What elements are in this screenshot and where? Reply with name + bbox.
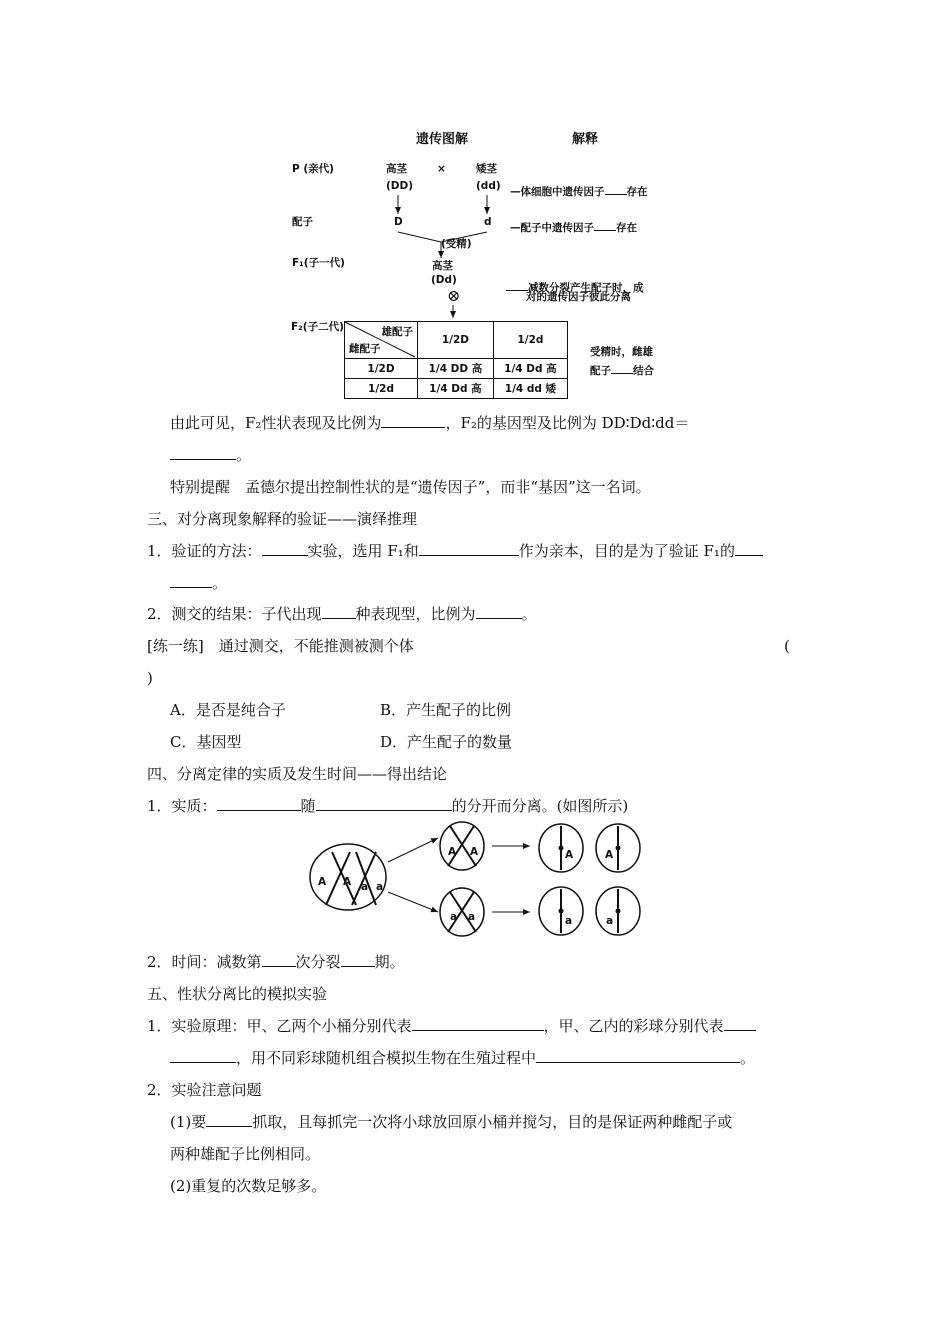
item-3-2: 2．测交的结果：子代出现 种表现型，比例为 。 (147, 605, 537, 623)
allele-label: A (470, 846, 479, 858)
gamete-label: 配子 (292, 216, 313, 228)
answer-paren-close: ) (147, 669, 153, 687)
allele-label: a (565, 915, 573, 927)
punnett-col1: 1/2D (418, 322, 494, 359)
p-cross: × (437, 163, 446, 175)
p-label: P (亲代) (292, 163, 334, 175)
note-meiosis-2: 对的遗传因子彼此分离 (526, 291, 631, 303)
allele-label: a (376, 881, 384, 893)
item-3-1-cont: 。 (170, 573, 227, 593)
f2-label: F₂(子二代) (291, 321, 344, 333)
f1-label: F₁(子一代) (292, 257, 345, 269)
allele-label: A (318, 876, 327, 888)
punnett-cell: 1/4 Dd 高 (418, 379, 494, 399)
gamete-D: D (394, 216, 403, 228)
punnett-col2: 1/2d (493, 322, 567, 359)
female-gamete-header: 雌配子 (349, 343, 381, 355)
diagram-header-left: 遗传图解 (416, 132, 469, 147)
p-short: 矮茎 (476, 163, 497, 175)
section-3-heading: 三、对分离现象解释的验证——演绎推理 (147, 510, 418, 528)
gamete-d: d (484, 216, 492, 228)
allele-label: A (605, 849, 614, 861)
option-d: D．产生配子的数量 (380, 733, 513, 751)
paragraph-f2-ratio-cont: 。 (170, 445, 251, 465)
practice-question: [练一练] 通过测交，不能推测被测个体 (147, 637, 414, 655)
item-5-2-1-cont: 两种雄配子比例相同。 (170, 1145, 321, 1163)
section-4-heading: 四、分离定律的实质及发生时间——得出结论 (147, 765, 448, 783)
allele-label: A (343, 876, 352, 888)
section-5-heading: 五、性状分离比的模拟实验 (147, 985, 328, 1003)
note-fertilization-1: 受精时，雌雄 (590, 346, 653, 358)
p-tall-genotype: (DD) (386, 180, 414, 192)
punnett-cell: 1/4 Dd 高 (493, 359, 567, 379)
item-5-1-cont: ，用不同彩球随机组合模拟生物在生殖过程中 。 (170, 1048, 755, 1068)
note-meiosis: 减数分裂产生配子时，成 (506, 276, 644, 295)
allele-label: A (448, 846, 457, 858)
punnett-cell: 1/4 DD 高 (418, 359, 494, 379)
item-4-1: 1．实质： 随 的分开而分离。(如图所示) (147, 797, 629, 815)
item-5-2-1: (1)要 抓取，且每抓完一次将小球放回原小桶并搅匀，目的是保证两种雌配子或 (170, 1113, 733, 1131)
p-tall: 高茎 (386, 163, 407, 175)
special-reminder: 特别提醒 孟德尔提出控制性状的是“遗传因子”，而非“基因”这一名词。 (170, 478, 651, 496)
note-fertilization-2: 配子 结合 (590, 359, 654, 378)
male-gamete-header: 雄配子 (381, 326, 413, 338)
item-5-2-2: (2)重复的次数足够多。 (170, 1177, 327, 1195)
allele-label: a (450, 911, 458, 923)
item-5-1: 1．实验原理：甲、乙两个小桶分别代表 ，甲、乙内的彩球分别代表 (147, 1016, 756, 1036)
option-b: B．产生配子的比例 (380, 701, 512, 719)
option-c: C．基因型 (170, 733, 242, 751)
allele-label: a (606, 915, 614, 927)
answer-paren-open: ( (784, 637, 790, 655)
allele-label: A (565, 849, 574, 861)
note-gamete: —配子中遗传因子 存在 (510, 216, 637, 235)
paragraph-f2-ratio: 由此可见，F₂性状表现及比例为 ，F₂的基因型及比例为 DD∶Dd∶dd＝ (170, 414, 690, 432)
punnett-row2: 1/2d (345, 379, 418, 399)
allele-label: a (361, 881, 369, 893)
diagram-header-right: 解释 (572, 132, 599, 147)
f1-tall: 高茎 (432, 260, 453, 272)
note-somatic: —体细胞中遗传因子 存在 (510, 180, 648, 199)
allele-label: a (468, 911, 476, 923)
punnett-cell: 1/4 dd 矮 (493, 379, 567, 399)
self-cross-symbol: ⊗ (447, 286, 461, 305)
item-5-2: 2．实验注意问题 (147, 1081, 262, 1099)
item-3-1: 1．验证的方法： 实验，选用 F₁和 作为亲本，目的是为了验证 F₁的 (147, 541, 763, 561)
punnett-row1: 1/2D (345, 359, 418, 379)
fertilization: (受精) (441, 238, 472, 250)
p-short-genotype: (dd) (476, 180, 501, 192)
item-4-2: 2．时间：减数第 次分裂 期。 (147, 953, 405, 971)
f1-genotype: (Dd) (431, 274, 457, 286)
option-a: A．是否是纯合子 (170, 701, 286, 719)
